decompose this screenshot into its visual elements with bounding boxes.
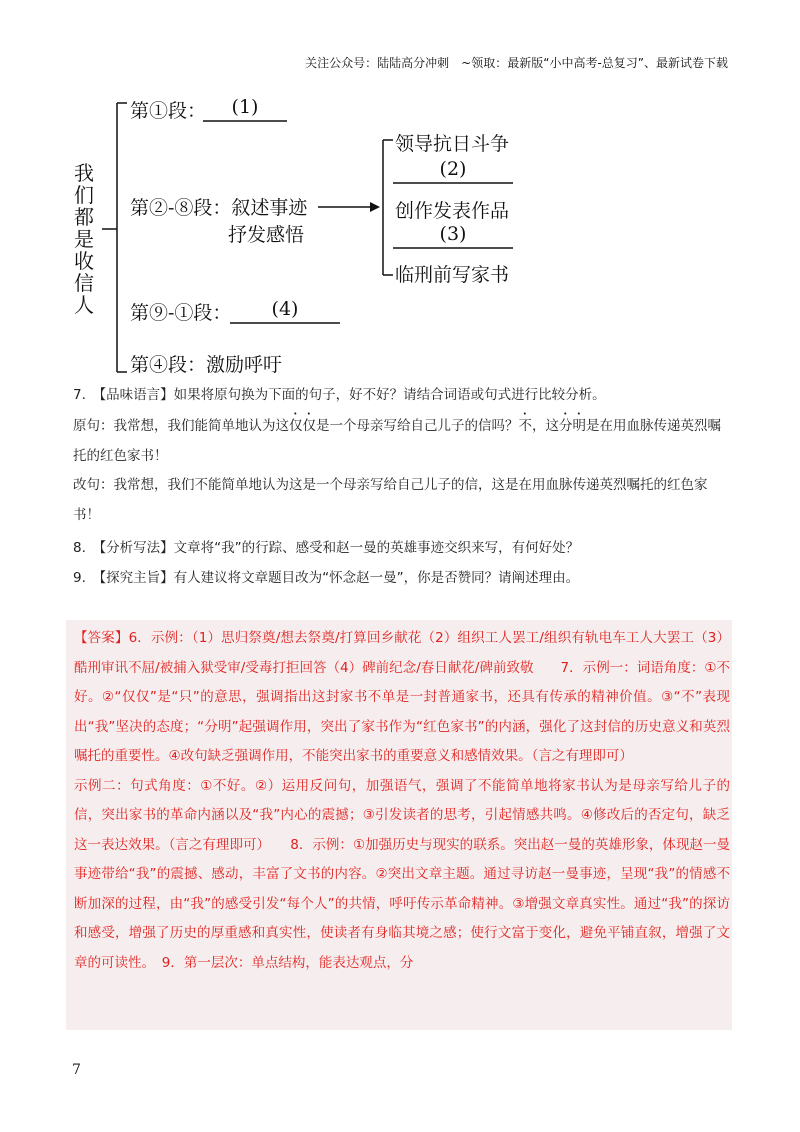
branch-2-sub: 抒发感悟	[228, 224, 305, 246]
answer-box	[66, 620, 732, 1030]
blank-1: (1)	[231, 96, 259, 118]
diagram-root-label: 我们都是收信人	[74, 161, 94, 317]
branch-3-label: 第⑨-①段：	[130, 302, 232, 324]
branch-4-label: 第④段：激励呼吁	[130, 354, 283, 376]
branch-1-label: 第①段：	[130, 100, 207, 122]
diagram-lines	[0, 0, 800, 380]
right-item-2: 创作发表作品	[395, 200, 510, 222]
blank-4: (4)	[271, 298, 299, 320]
answer-text: 【答案】6．示例：（1）思归祭奠/想去祭奠/打算回乡献花（2）组织工人罢工/组织有轨电车工人大罢工（3）酷刑审讯不屈/被捕入狱受审/受毒打拒回答（4）碑前纪念/春日献花/碑前致敬 7．示例一：词语角度：①不好。②“仅仅”是“只”的意思，强调指出这封家书不单是一封普通家书，还具有传承的精神价值。③“不”表现出“我”坚决的态度；“分明”起强调作用，突出了家书作为“红色家书”的内涵，强化了这封信的历史意义和英烈嘱托的重要性。④改句缺乏强调作用，不能突出家书的重要意义和感情效果。（言之有理即可） 示例二：句式角度：①不好。②）运用反问句，加强语气，强调了不能简单地将家书认为是母亲写给儿子的信，突出家书的革命内涵以及“我”内心的震撼；③引发读者的思考，引起情感共鸣。④修改后的否定句，缺乏这一表达效果。（言之有理即可） 8．示例：①加强历史与现实的联系。突出赵一曼的英雄形象，体现赵一曼事迹带给“我”的震撼、感动，丰富了文书的内容。②突出文章主题。通过寻访赵一曼事迹，呈现“我”的情感不断加深的过程，由“我”的感受引发“每个人”的共情，呼吁传示革命精神。③增强文章真实性。通过“我”的探访和感受，增强了历史的厚重感和真实性，使读者有身临其境之感；使行文富于变化，避免平铺直叙，增强了文章的可读性。 9．第一层次：单点结构，能表达观点，分	[74, 630, 730, 971]
structure-diagram	[0, 0, 800, 380]
question-8: 8. 【分析写法】文章将“我”的行踪、感受和赵一曼的英雄事迹交织来写，有何好处？	[73, 540, 580, 556]
page-number: 7	[72, 1062, 81, 1078]
page-header: 关注公众号：陆陆高分冲刺 ~领取：最新版“小中高考-总复习”、最新试卷下载	[305, 56, 728, 70]
original-sentence: 原句：我常想，我们能简单地认为这仅仅是一个母亲写给自己儿子的信吗？不，这分明是在用血脉传递英烈嘱托的红色家书！	[73, 418, 721, 464]
right-item-3: 临刑前写家书	[395, 264, 510, 286]
question-9: 9. 【探究主旨】有人建议将文章题目改为“怀念赵一曼”，你是否赞同？请阐述理由。	[73, 570, 580, 586]
right-item-1: 领导抗日斗争	[395, 133, 510, 155]
question-7: 7. 【品味语言】如果将原句换为下面的句子，好不好？请结合词语或句式进行比较分析。	[73, 387, 606, 403]
blank-2: (2)	[439, 158, 467, 180]
branch-2-label: 第②-⑧段：叙述事迹	[130, 197, 308, 219]
changed-sentence: 改句：我常想，我们不能简单地认为这是一个母亲写给自己儿子的信，这是在用血脉传递英烈嘱托的红色家书！	[73, 477, 708, 523]
blank-3: (3)	[439, 223, 467, 245]
